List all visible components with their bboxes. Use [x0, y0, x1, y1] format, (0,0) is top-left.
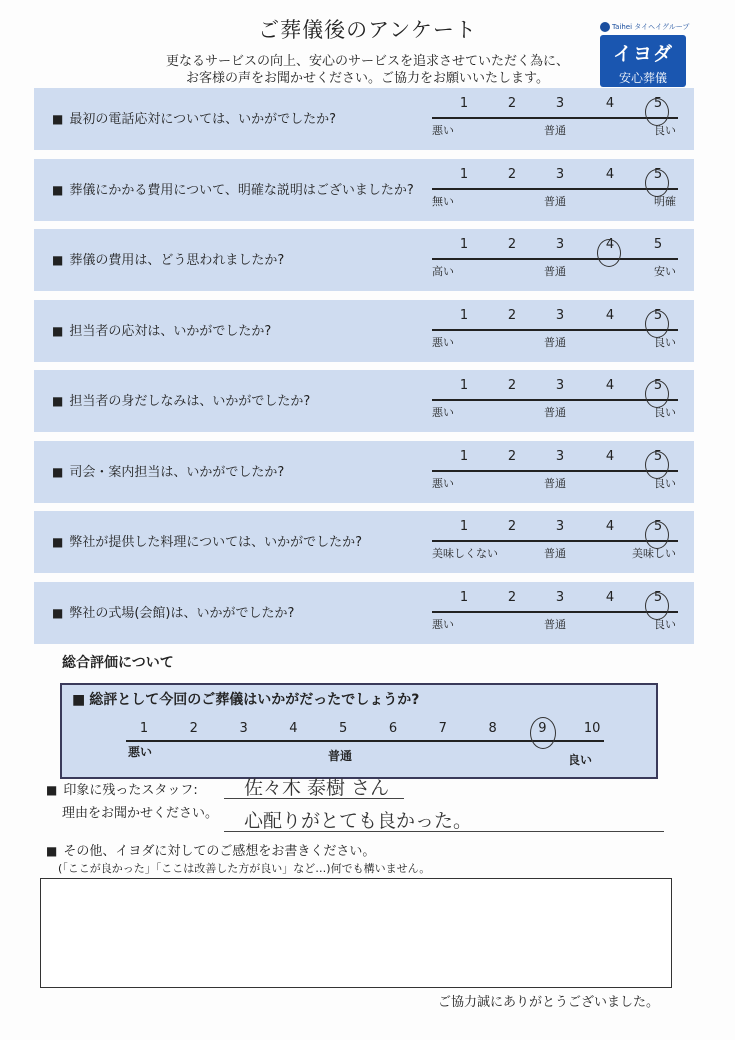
- question-row: [34, 582, 694, 644]
- question-row: [34, 511, 694, 573]
- overall-rating-box: [60, 683, 658, 779]
- low-label: 悪い: [432, 617, 454, 631]
- high-label: 明確: [654, 194, 676, 208]
- rating-option[interactable]: 4: [605, 589, 615, 605]
- taihei-mark-icon: [600, 22, 610, 32]
- rating-option[interactable]: 1: [459, 448, 469, 464]
- rating-option[interactable]: 4: [605, 378, 615, 393]
- question-row: [34, 159, 694, 221]
- rating-option[interactable]: 2: [507, 519, 517, 534]
- overall-mid-label: 普通: [328, 749, 353, 763]
- survey-title: ご葬儀後のアンケート: [258, 18, 477, 42]
- overall-rating-option[interactable]: 4: [289, 721, 298, 736]
- rating-option[interactable]: 5: [648, 449, 668, 464]
- question-text: ■ 担当者の応対は、いかがでしたか?: [52, 320, 271, 339]
- overall-rating-option[interactable]: 6: [388, 721, 398, 736]
- selected-circle: [645, 169, 669, 197]
- low-label: 悪い: [432, 476, 454, 490]
- rating-scale-line: [432, 540, 678, 542]
- selected-circle: [645, 380, 669, 408]
- selected-circle: [645, 451, 669, 479]
- rating-option[interactable]: 3: [555, 237, 565, 252]
- rating-option[interactable]: 2: [507, 378, 517, 393]
- brand-subtitle: 安心葬儀: [618, 71, 667, 85]
- rating-option[interactable]: 4: [605, 448, 615, 464]
- brand-box: [600, 35, 686, 87]
- rating-option[interactable]: 3: [555, 519, 565, 534]
- high-label: 良い: [654, 406, 676, 419]
- high-label: 良い: [654, 124, 676, 137]
- rating-option[interactable]: 4: [605, 307, 615, 323]
- overall-rating-option[interactable]: 5: [339, 721, 348, 736]
- low-label: 無い: [432, 194, 454, 208]
- rating-option[interactable]: 3: [555, 307, 565, 323]
- rating-scale-line: [432, 117, 678, 119]
- overall-rating-option[interactable]: 2: [189, 721, 198, 736]
- intro-line-1: 更なるサービスの向上、安心のサービスを追求させていただく為に、: [165, 54, 569, 69]
- rating-option[interactable]: 5: [648, 96, 668, 111]
- overall-selected-circle: [530, 717, 556, 749]
- rating-scale-line: [432, 188, 678, 190]
- question-row: [34, 229, 694, 291]
- overall-rating-option[interactable]: 7: [438, 721, 447, 736]
- staff-name-value[interactable]: 佐々木 泰樹 さん: [244, 777, 390, 799]
- question-text: ■ 最初の電話応対については、いかがでしたか?: [52, 108, 336, 127]
- thanks-message: ご協力誠にありがとうございました。: [438, 995, 660, 1010]
- question-text: ■ 弊社の式場(会館)は、いかがでしたか?: [52, 602, 294, 621]
- rating-scale-line: [432, 399, 678, 401]
- rating-option[interactable]: 2: [507, 166, 517, 182]
- rating-option[interactable]: 3: [555, 166, 565, 182]
- overall-question: ■ 総評として今回のご葬儀はいかがだったでしょうか?: [72, 689, 419, 709]
- low-label: 悪い: [432, 124, 454, 137]
- question-text: ■ 葬儀にかかる費用について、明確な説明はございましたか?: [52, 179, 414, 198]
- overall-rating-option[interactable]: 10: [583, 721, 601, 736]
- intro-line-2: お客様の声をお聞かせください。ご協力をお願いいたします。: [186, 71, 549, 86]
- selected-circle: [645, 592, 669, 620]
- rating-option[interactable]: 5: [653, 237, 663, 252]
- question-row: [34, 88, 694, 150]
- mid-label: 普通: [544, 335, 566, 349]
- rating-option[interactable]: 4: [605, 96, 615, 111]
- selected-circle: [645, 521, 669, 549]
- low-label: 悪い: [432, 406, 454, 419]
- question-row: [34, 441, 694, 503]
- selected-circle: [597, 239, 621, 267]
- rating-option[interactable]: 1: [459, 96, 469, 111]
- mid-label: 普通: [544, 194, 566, 208]
- rating-option[interactable]: 3: [555, 96, 565, 111]
- low-label: 悪い: [432, 335, 454, 349]
- high-label: 良い: [654, 617, 676, 631]
- staff-label: ■ 印象に残ったスタッフ:: [46, 779, 198, 798]
- overall-high-label: 良い: [568, 753, 593, 767]
- overall-rating-option[interactable]: 3: [239, 721, 248, 736]
- rating-option[interactable]: 1: [459, 166, 469, 182]
- mid-label: 普通: [544, 406, 566, 419]
- rating-option[interactable]: 4: [605, 166, 615, 182]
- overall-rating-option[interactable]: 8: [488, 721, 497, 736]
- reason-value[interactable]: 心配りがとても良かった。: [244, 810, 473, 832]
- staff-underline: [224, 798, 404, 799]
- high-label: 美味しい: [632, 547, 676, 560]
- rating-scale-line: [432, 329, 678, 331]
- rating-option[interactable]: 3: [555, 589, 565, 605]
- mid-label: 普通: [544, 124, 566, 137]
- overall-section-title: 総合評価について: [62, 655, 174, 671]
- high-label: 良い: [654, 476, 676, 490]
- rating-option[interactable]: 5: [648, 590, 668, 605]
- rating-option[interactable]: 2: [507, 96, 517, 111]
- question-text: ■ 担当者の身だしなみは、いかがでしたか?: [52, 390, 310, 409]
- mid-label: 普通: [544, 547, 566, 560]
- rating-option[interactable]: 1: [459, 307, 469, 323]
- selected-circle: [645, 310, 669, 338]
- mid-label: 普通: [544, 265, 566, 278]
- rating-option[interactable]: 5: [648, 308, 668, 323]
- question-row: [34, 300, 694, 362]
- group-name: Taihei タイヘイグループ: [612, 23, 690, 31]
- low-label: 美味しくない: [432, 547, 498, 560]
- comments-label: ■ その他、イヨダに対してのご感想をお書きください。: [46, 840, 375, 859]
- mid-label: 普通: [544, 617, 566, 631]
- overall-rating-option[interactable]: 1: [139, 721, 149, 736]
- rating-option[interactable]: 1: [459, 378, 469, 393]
- rating-option[interactable]: 4: [600, 237, 620, 252]
- reason-label: 理由をお聞かせください。: [62, 806, 219, 821]
- rating-option[interactable]: 1: [459, 519, 469, 534]
- company-logo: [600, 22, 692, 87]
- question-text: ■ 葬儀の費用は、どう思われましたか?: [52, 249, 284, 268]
- brand-name: イヨダ: [612, 43, 673, 65]
- low-label: 高い: [432, 265, 454, 278]
- high-label: 良い: [654, 335, 676, 349]
- question-row: [34, 370, 694, 432]
- rating-option[interactable]: 5: [648, 519, 668, 534]
- rating-scale-line: [432, 258, 678, 260]
- selected-circle: [645, 98, 669, 126]
- reason-underline: [224, 831, 664, 832]
- rating-option[interactable]: 2: [507, 237, 517, 252]
- rating-option[interactable]: 5: [648, 378, 668, 393]
- rating-option[interactable]: 1: [459, 237, 469, 252]
- rating-scale-line: [432, 470, 678, 472]
- rating-option[interactable]: 3: [555, 378, 565, 393]
- rating-option[interactable]: 5: [648, 167, 668, 182]
- mid-label: 普通: [544, 476, 566, 490]
- comments-box[interactable]: [40, 878, 672, 988]
- question-text: ■ 司会・案内担当は、いかがでしたか?: [52, 461, 284, 480]
- rating-option[interactable]: 4: [605, 519, 615, 534]
- high-label: 安い: [654, 265, 676, 278]
- question-text: ■ 弊社が提供した料理については、いかがでしたか?: [52, 531, 362, 550]
- rating-scale-line: [432, 611, 678, 613]
- rating-option[interactable]: 1: [459, 589, 469, 605]
- overall-rating-option[interactable]: 9: [532, 721, 552, 736]
- rating-option[interactable]: 2: [507, 307, 517, 323]
- rating-option[interactable]: 2: [507, 448, 517, 464]
- overall-low-label: 悪い: [128, 745, 153, 759]
- rating-option[interactable]: 2: [507, 589, 517, 605]
- rating-option[interactable]: 3: [555, 448, 565, 464]
- comments-hint: (「ここが良かった」「ここは改善した方が良い」など…)何でも構いません。: [58, 862, 431, 875]
